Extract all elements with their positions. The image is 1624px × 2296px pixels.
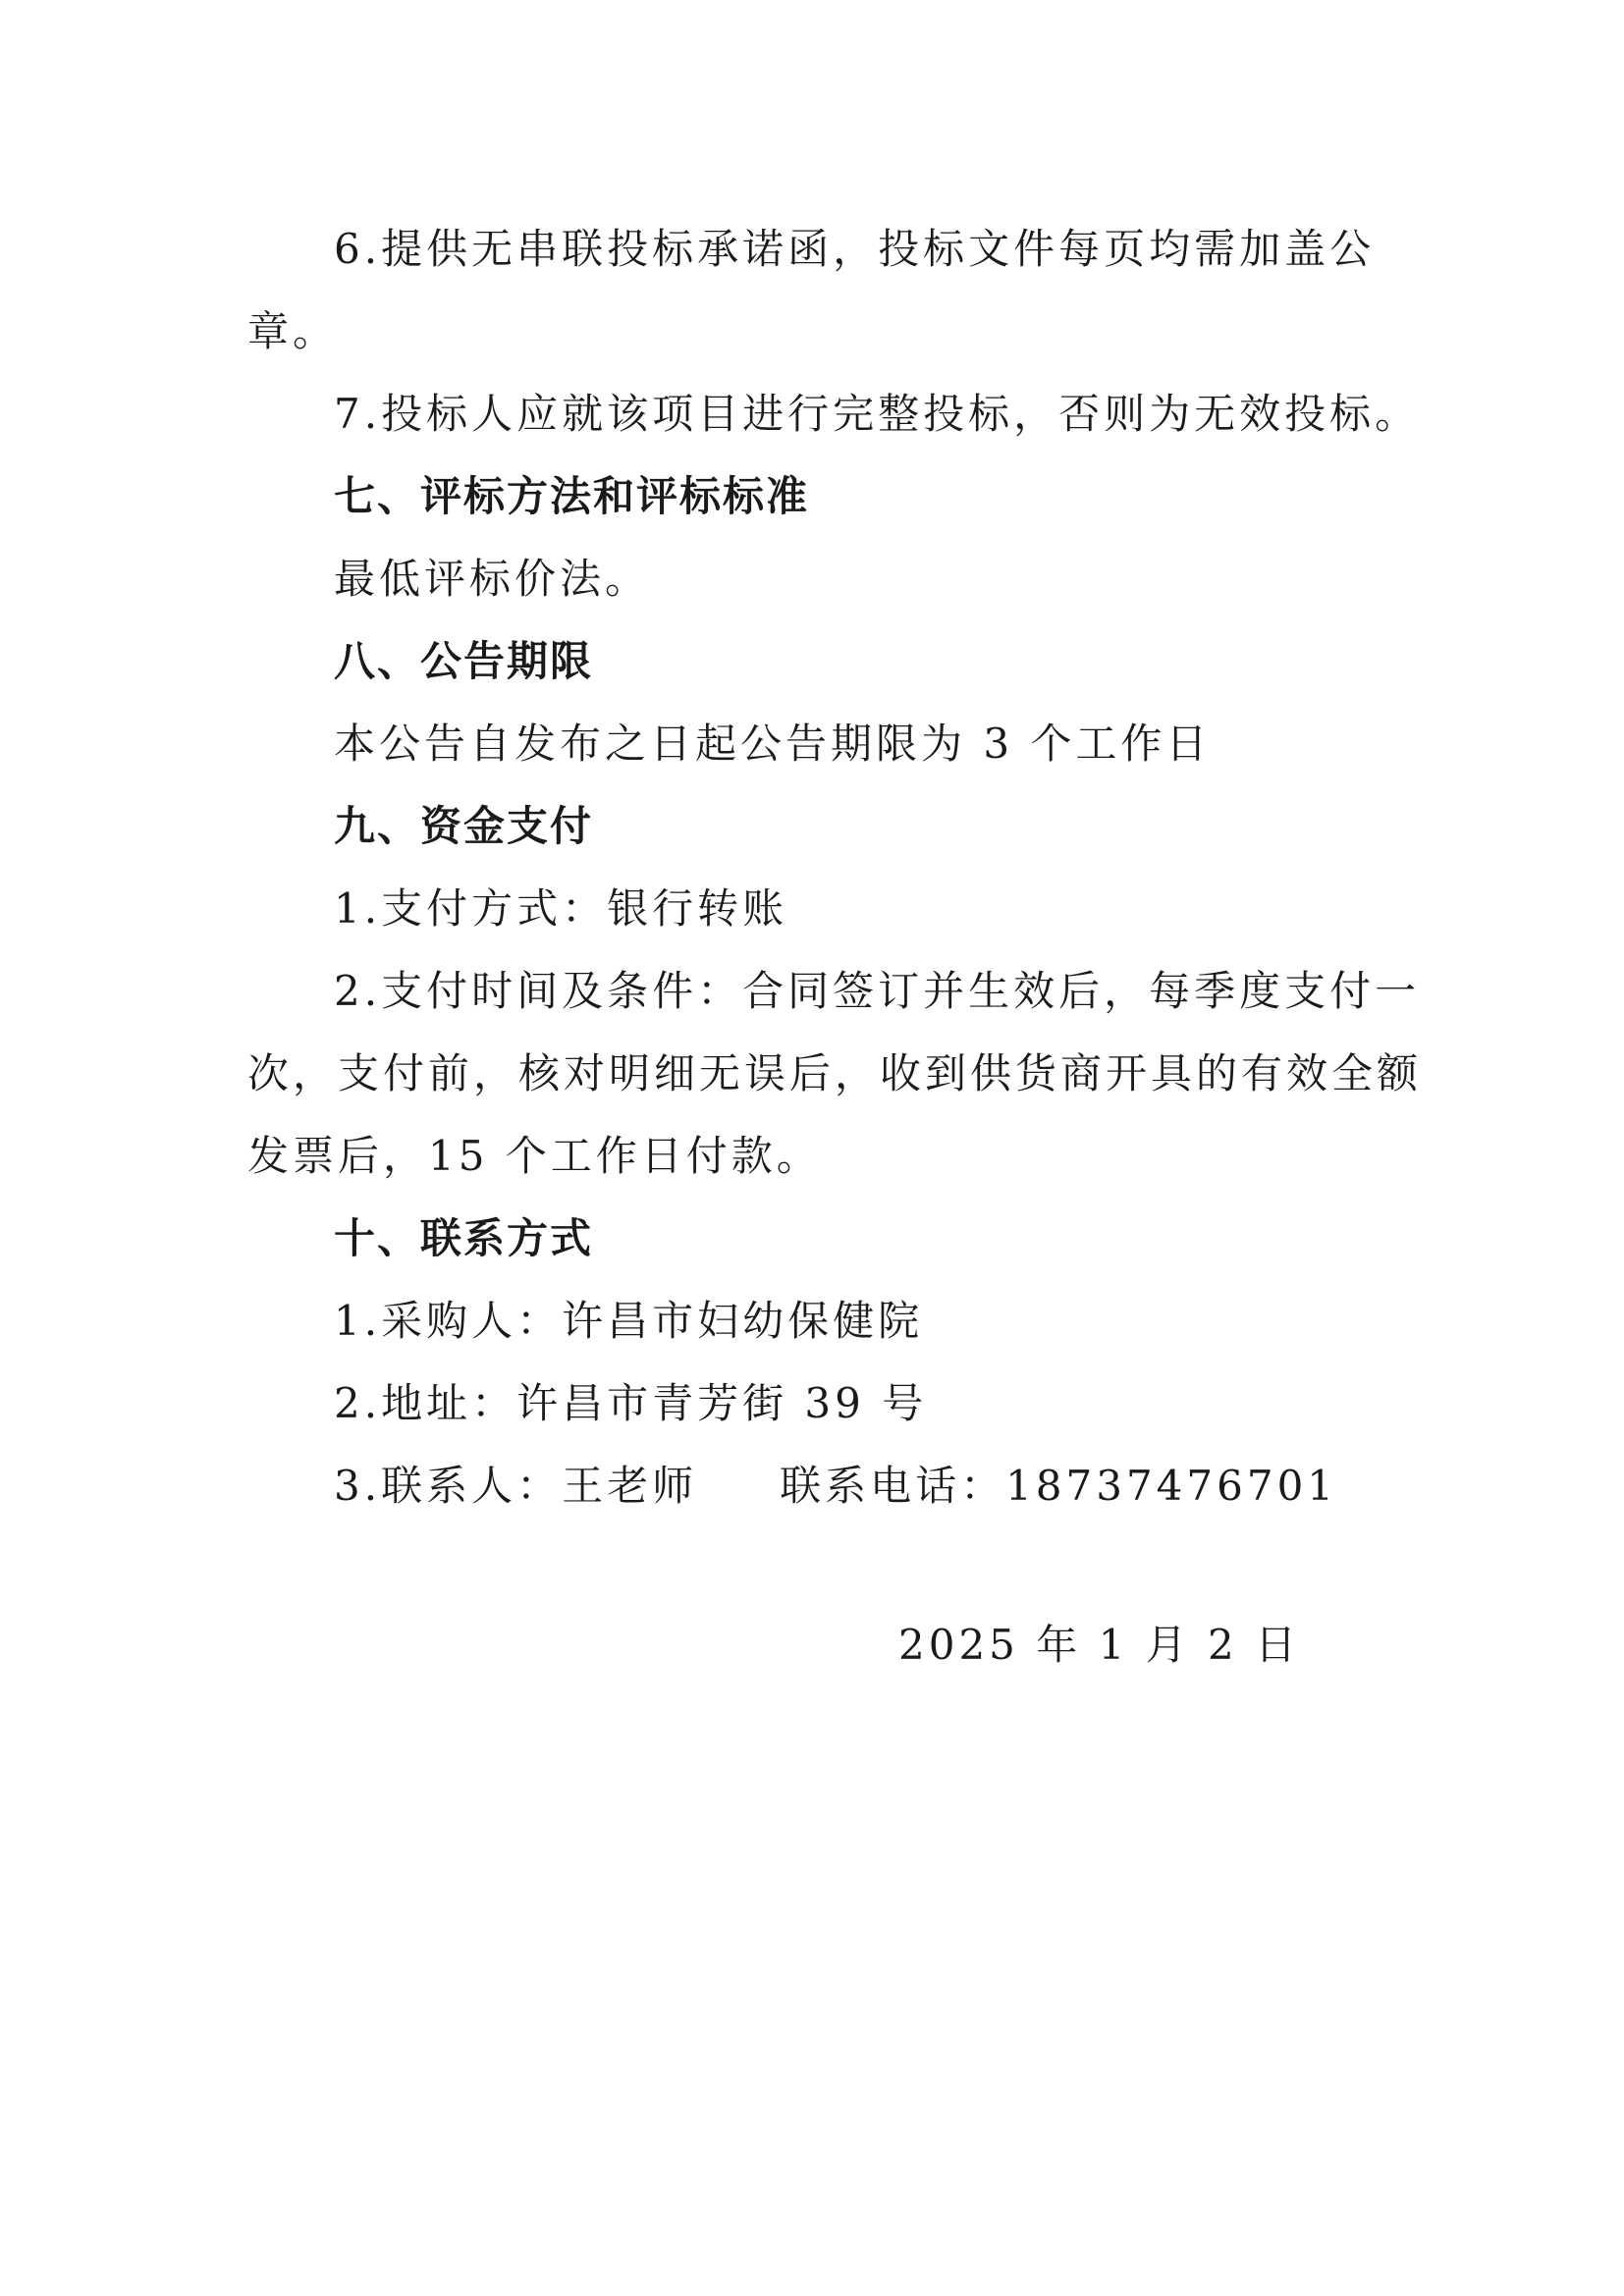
section-10-item-1: 1.采购人：许昌市妇幼保健院 <box>334 1297 924 1345</box>
section-8-heading: 八、公告期限 <box>334 637 594 685</box>
item-6-line-1: 6.提供无串联投标承诺函，投标文件每页均需加盖公 <box>334 225 1376 273</box>
contact-person: 3.联系人：王老师 <box>334 1462 698 1510</box>
section-10-item-2: 2.地址：许昌市青芳街 39 号 <box>334 1379 928 1427</box>
item-6-line-2: 章。 <box>247 307 339 355</box>
section-7-heading: 七、评标方法和评标标准 <box>334 472 810 520</box>
section-9-heading: 九、资金支付 <box>334 802 594 850</box>
document-body <box>247 208 1423 1527</box>
section-7-body: 最低评标价法。 <box>334 555 651 603</box>
section-9-item-1: 1.支付方式：银行转账 <box>334 884 788 933</box>
contact-phone: 联系电话：18737476701 <box>780 1462 1338 1510</box>
section-8-body: 本公告自发布之日起公告期限为 3 个工作日 <box>334 720 1212 768</box>
section-10-heading: 十、联系方式 <box>334 1214 594 1262</box>
section-9-item-2-line-3: 发票后，15 个工作日付款。 <box>247 1132 822 1180</box>
section-9-item-2-line-1: 2.支付时间及条件：合同签订并生效后，每季度支付一 <box>334 967 1421 1015</box>
section-9-item-2-line-2: 次，支付前，核对明细无误后，收到供货商开具的有效全额 <box>247 1049 1423 1097</box>
document-date: 2025 年 1 月 2 日 <box>898 1621 1301 1669</box>
section-10-item-3 <box>247 1445 1386 1527</box>
item-7: 7.投标人应就该项目进行完整投标，否则为无效投标。 <box>334 390 1421 438</box>
